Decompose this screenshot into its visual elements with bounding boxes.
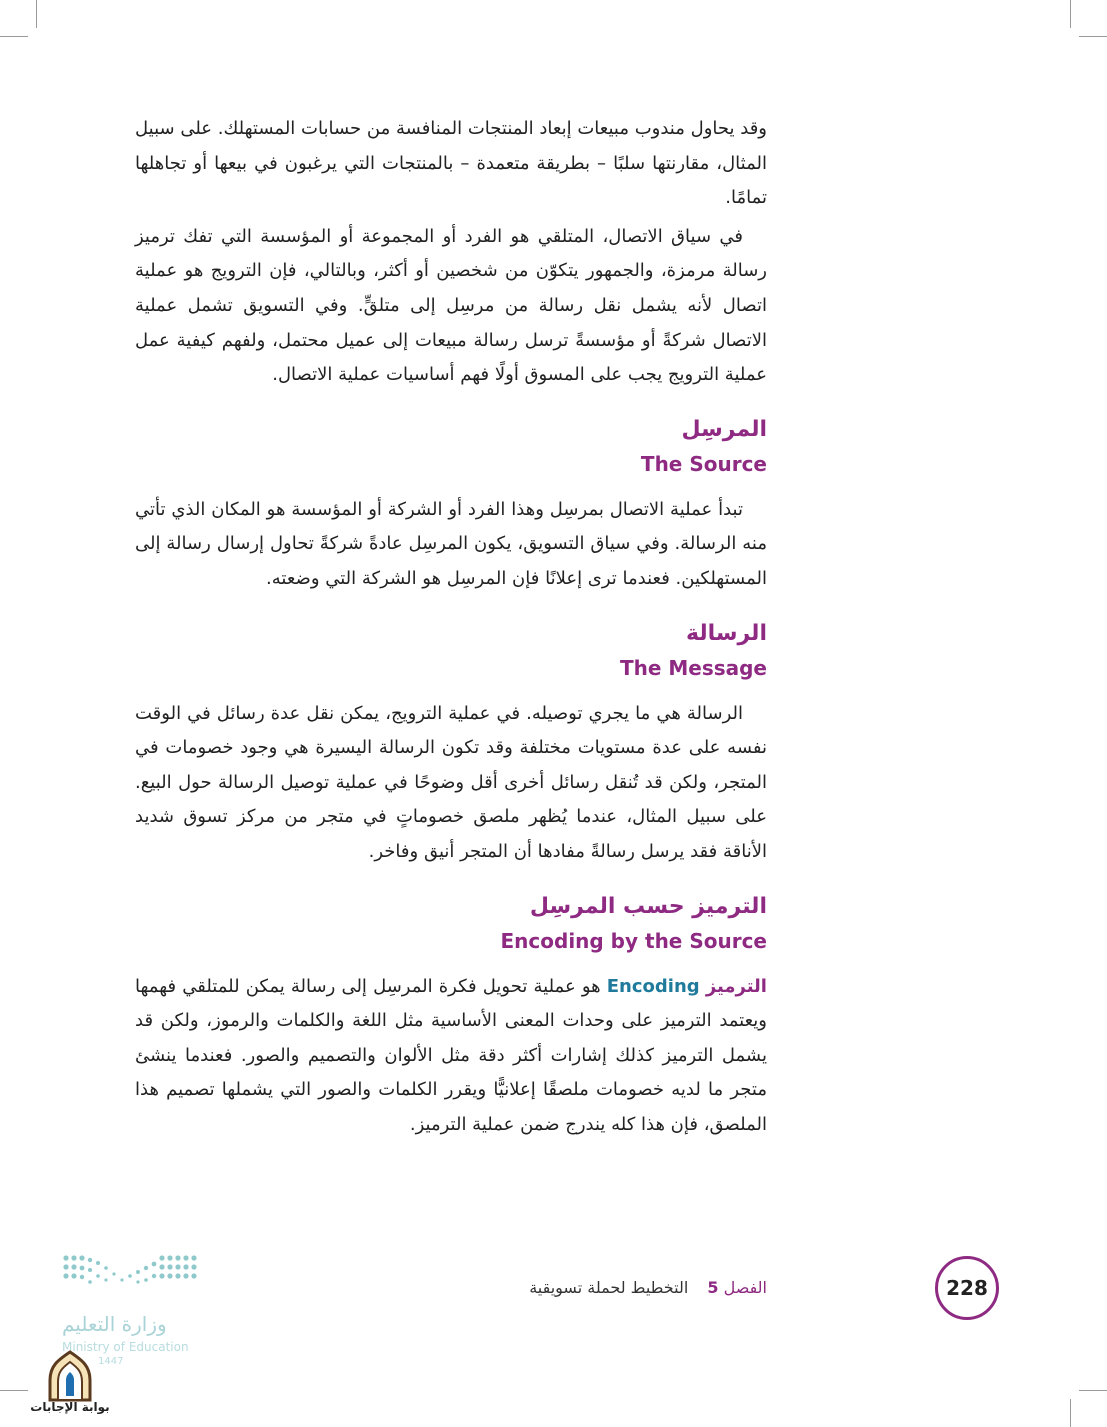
- section-heading-ar: الترميز حسب المرسِل: [529, 893, 767, 919]
- crop-mark: [1079, 1390, 1107, 1391]
- section-heading-ar: المرسِل: [681, 416, 767, 442]
- ministry-year: 1447: [98, 1356, 124, 1367]
- key-term-en: Encoding: [606, 975, 700, 997]
- ministry-dots-icon: [60, 1250, 200, 1294]
- paragraph: وقد يحاول مندوب مبيعات إبعاد المنتجات المنافسة من حسابات المستهلك. على سبيل المثال، مقارنتها سلبًا – بطريقة متعمدة – بالمنتجات التي يرغبون في بيعها أو تجاهلها تمامًا.: [135, 118, 767, 209]
- chapter-footer: [529, 1278, 767, 1297]
- paragraph: في سياق الاتصال، المتلقي هو الفرد أو المجموعة أو المؤسسة التي تفك ترميز رسالة مرمزة، والجمهور يتكوّن من شخصين أو أكثر، وبالتالي، فإن الترويج هو عملية اتصال لأنه يشمل نقل رسالة من مرسِل إلى متلقٍّ. وفي التسويق تشمل عملية الاتصال شركةً أو مؤسسةً ترسل رسالة مبيعات إلى عميل محتمل، ولفهم كيفية عمل عملية الترويج يجب على المسوق أولًا فهم أساسيات عملية الاتصال.: [135, 225, 767, 386]
- page-number: 228: [935, 1256, 999, 1320]
- crop-mark: [1070, 0, 1071, 28]
- mosque-icon: [30, 1350, 110, 1402]
- ministry-logo: [60, 1250, 210, 1367]
- section-heading-en: The Source: [640, 451, 767, 476]
- portal-name: بوابة الإجابات: [30, 1400, 110, 1414]
- answers-portal-logo: [30, 1350, 110, 1420]
- key-term-ar: الترميز: [705, 975, 767, 997]
- section-heading-ar: الرسالة: [686, 620, 767, 646]
- chapter-label: الفصل: [723, 1278, 767, 1297]
- ministry-name-en: Ministry of Education: [62, 1340, 189, 1354]
- crop-mark: [1079, 36, 1107, 37]
- crop-mark: [1070, 1399, 1071, 1427]
- chapter-title: التخطيط لحملة تسويقية: [529, 1278, 689, 1297]
- chapter-number: 5: [707, 1278, 719, 1297]
- section-heading-en: The Message: [619, 655, 767, 680]
- page-content: [135, 112, 767, 1146]
- crop-mark: [0, 36, 28, 37]
- crop-mark: [0, 1390, 28, 1391]
- crop-mark: [36, 0, 37, 28]
- paragraph-text: هو عملية تحويل فكرة المرسِل إلى رسالة يمكن للمتلقي فهمها ويعتمد الترميز على وحدات المعنى الأساسية مثل اللغة والكلمات والرموز، ولكن قد يشمل الترميز كذلك إشارات أكثر دقة مثل الألوان والتصميم والصور. فعندما ينشئ متجر ما لديه خصومات ملصقًا إعلانيًّا ويقرر الكلمات والصور التي يشملها تصميم هذا الملصق، فإن هذا كله يندرج ضمن عملية الترميز.: [135, 975, 767, 1135]
- paragraph: تبدأ عملية الاتصال بمرسِل وهذا الفرد أو الشركة أو المؤسسة هو المكان الذي تأتي منه الرسالة. وفي سياق التسويق، يكون المرسِل عادةً شركةً تحاول إرسال رسالة إلى المستهلكين. فعندما ترى إعلانًا فإن المرسِل هو الشركة التي وضعته.: [135, 498, 767, 589]
- paragraph: الرسالة هي ما يجري توصيله. في عملية الترويج، يمكن نقل عدة رسائل في الوقت نفسه على عدة مستويات مختلفة وقد تكون الرسالة اليسيرة هي وجود خصومات في المتجر، ولكن قد تُنقل رسائل أخرى أقل وضوحًا في عملية توصيل الرسالة حول البيع. على سبيل المثال، عندما يُظهر ملصق خصوماتٍ في متجر من مركز تسوق شديد الأناقة فقد يرسل رسالةً مفادها أن المتجر أنيق وفاخر.: [135, 702, 767, 862]
- paragraph: [135, 970, 767, 1143]
- section-heading-en: Encoding by the Source: [500, 928, 767, 953]
- ministry-name-ar: وزارة التعليم: [62, 1312, 167, 1336]
